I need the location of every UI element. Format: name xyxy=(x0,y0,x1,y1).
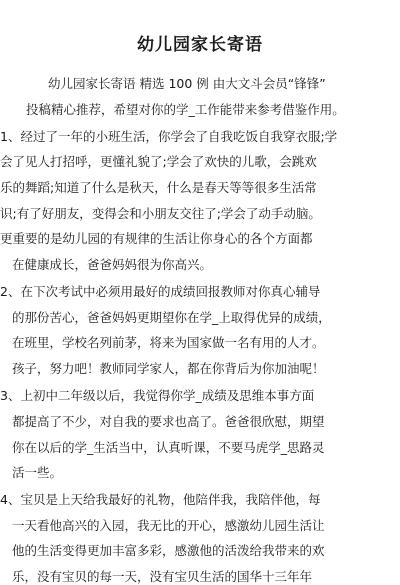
text-line: 你在以后的学_生活当中，认真听课，不要马虎学_思路灵 xyxy=(12,440,325,455)
text-line: 会了见人打招呼，更懂礼貌了;学会了欢快的儿歌，会跳欢 xyxy=(0,154,317,169)
text-line: 识;有了好朋友，变得会和小朋友交往了;学会了动手动脑。 xyxy=(0,206,321,221)
text-line: 都提高了不少，对自我的要求也高了。爸爸很欣慰，期望 xyxy=(12,414,325,429)
text-line: 幼儿园家长寄语 精选 100 例 由大文斗会员“锋锋” xyxy=(48,76,326,91)
text-line: 4、宝贝是上天给我最好的礼物，他陪伴我，我陪伴他，每 xyxy=(0,492,321,507)
text-line: 的那份苦心，爸爸妈妈更期望你在学_上取得优异的成绩， xyxy=(12,310,331,325)
text-line: 他的生活变得更加丰富多彩，感激他的活泼给我带来的欢 xyxy=(12,543,325,558)
text-line: 一天看他高兴的入园，我无比的开心，感激幼儿园生活让 xyxy=(12,518,325,533)
page-title: 幼儿园家长寄语 xyxy=(137,35,263,55)
text-line: 活一些。 xyxy=(12,465,63,480)
text-line: 投稿精心推荐，希望对你的学_工作能带来参考借鉴作用。 xyxy=(26,102,345,117)
text-line: 1、经过了一年的小班生活，你学会了自我吃饭自我穿衣服;学 xyxy=(0,129,338,144)
text-line: 3、上初中二年级以后，我觉得你学_成绩及思维本事方面 xyxy=(0,388,315,403)
text-line: 更重要的是幼儿园的有规律的生活让你身心的各个方面都 xyxy=(0,231,313,246)
text-line: 在健康成长，爸爸妈妈很为你高兴。 xyxy=(12,257,213,272)
text-line: 2、在下次考试中必须用最好的成绩回报教师对你真心辅导 xyxy=(0,284,321,299)
text-line: 孩子，努力吧！教师同学家人，都在你背后为你加油呢！ xyxy=(12,361,325,376)
text-line: 在班里，学校名列前茅，将来为国家做一名有用的人才。 xyxy=(12,335,325,350)
text-line: 乐，没有宝贝的每一天，没有宝贝生活的国华十三年年 xyxy=(12,569,313,584)
text-line: 乐的舞蹈;知道了什么是秋天，什么是春天等等很多生活常 xyxy=(0,180,317,195)
